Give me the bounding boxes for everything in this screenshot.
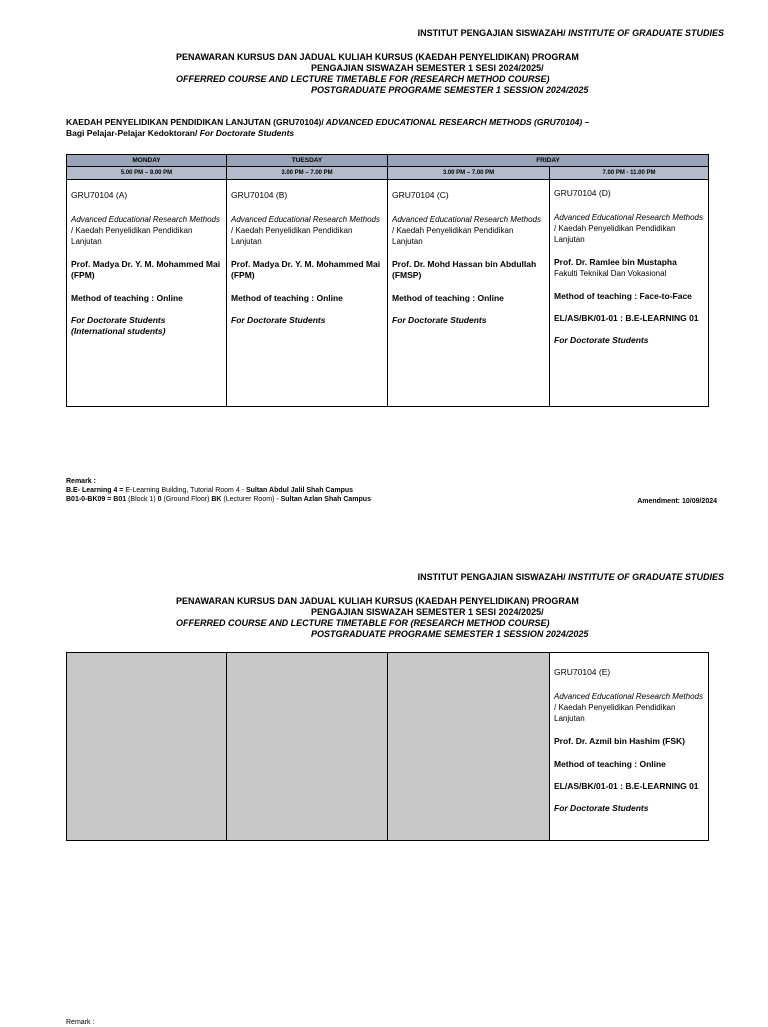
section-b-cell xyxy=(227,180,388,407)
section-course-name: Advanced Educational Research Methods / Kaedah Penyelidikan Pendidikan Lanjutan xyxy=(554,213,703,244)
amendment-date: Amendment: 10/09/2024 xyxy=(637,498,717,505)
course-heading-line2-english: For Doctorate Students xyxy=(197,128,295,138)
section-course-name: Advanced Educational Research Methods / Kaedah Penyelidikan Pendidikan Lanjutan xyxy=(554,692,703,723)
section-method: Method of teaching : Online xyxy=(554,759,666,769)
section-course-name: Advanced Educational Research Methods / Kaedah Penyelidikan Pendidikan Lanjutan xyxy=(71,215,220,246)
section-target: For Doctorate Students xyxy=(554,803,649,813)
section-method: Method of teaching : Online xyxy=(71,293,183,303)
section-lecturer: Prof. Madya Dr. Y. M. Mohammed Mai (FPM) xyxy=(231,259,381,280)
section-method: Method of teaching : Online xyxy=(392,293,504,303)
section-method: Method of teaching : Online xyxy=(231,293,343,303)
time-friday-1: 3.00 PM – 7.00 PM xyxy=(388,167,550,180)
section-target: For Doctorate Students xyxy=(231,315,326,325)
section-code: GRU70104 (B) xyxy=(231,190,288,200)
remark-block xyxy=(66,477,371,504)
title-line-1-page2: PENAWARAN KURSUS DAN JADUAL KULIAH KURSUS (KAEDAH PENYELIDIKAN) PROGRAM xyxy=(176,596,579,606)
title-line-3-page2: OFFERRED COURSE AND LECTURE TIMETABLE FOR (RESEARCH METHOD COURSE) xyxy=(176,618,550,628)
section-lecturer: Prof. Madya Dr. Y. M. Mohammed Mai (FPM) xyxy=(71,259,221,280)
section-code: GRU70104 (C) xyxy=(392,190,449,200)
institute-english: INSTITUTE OF GRADUATE STUDIES xyxy=(565,572,724,582)
title-line-2: PENGAJIAN SISWAZAH SEMESTER 1 SESI 2024/2025/ xyxy=(311,63,544,73)
title-line-4: POSTGRADUATE PROGRAME SEMESTER 1 SESSION 2024/2025 xyxy=(311,85,589,95)
remark-label-page2: Remark : xyxy=(66,1019,95,1026)
remark-line-2: B01-0-BK09 = B01 (Block 1) 0 (Ground Floor) BK (Lecturer Room) - Sultan Azlan Shah Campus xyxy=(66,496,371,503)
section-code: GRU70104 (E) xyxy=(554,667,611,677)
section-lecturer: Prof. Dr. Azmil bin Hashim (FSK) xyxy=(554,736,685,746)
section-a-cell xyxy=(67,180,227,407)
section-method: Method of teaching : Face-to-Face xyxy=(554,291,692,301)
section-code: GRU70104 (A) xyxy=(71,190,128,200)
time-monday: 5.00 PM – 9.00 PM xyxy=(67,167,227,180)
title-line-4-page2: POSTGRADUATE PROGRAME SEMESTER 1 SESSION 2024/2025 xyxy=(311,629,589,639)
section-code: GRU70104 (D) xyxy=(554,188,611,198)
institute-header-page2 xyxy=(418,572,724,582)
course-heading-english: ADVANCED EDUCATIONAL RESEARCH METHODS (GRU70104) xyxy=(323,117,583,127)
institute-header xyxy=(418,28,724,38)
day-friday: FRIDAY xyxy=(388,155,709,167)
title-line-1: PENAWARAN KURSUS DAN JADUAL KULIAH KURSUS (KAEDAH PENYELIDIKAN) PROGRAM xyxy=(176,52,579,62)
section-lecturer: Prof. Dr. Mohd Hassan bin Abdullah (FMSP) xyxy=(392,259,537,280)
empty-slot xyxy=(67,653,227,841)
timetable xyxy=(66,154,709,407)
course-heading-dash: – xyxy=(582,117,590,127)
section-e-cell xyxy=(550,653,709,841)
title-line-2-page2: PENGAJIAN SISWAZAH SEMESTER 1 SESI 2024/2025/ xyxy=(311,607,544,617)
institute-malay: INSTITUT PENGAJIAN SISWAZAH/ xyxy=(417,572,566,582)
section-course-name: Advanced Educational Research Methods / Kaedah Penyelidikan Pendidikan Lanjutan xyxy=(392,215,541,246)
remark-label: Remark : xyxy=(66,478,96,485)
section-lecturer: Prof. Dr. Ramlee bin Mustapha Fakulti Teknikal Dan Vokasional xyxy=(554,257,677,278)
course-heading-malay: KAEDAH PENYELIDIKAN PENDIDIKAN LANJUTAN (GRU70104)/ xyxy=(66,117,324,127)
time-friday-2: 7.00 PM - 11.00 PM xyxy=(550,167,709,180)
section-course-name: Advanced Educational Research Methods / Kaedah Penyelidikan Pendidikan Lanjutan xyxy=(231,215,380,246)
remark-line-1: B.E- Learning 4 = E-Learning Building, Tutorial Room 4 - Sultan Abdul Jalil Shah Campus xyxy=(66,487,354,494)
institute-malay: INSTITUT PENGAJIAN SISWAZAH/ xyxy=(417,28,566,38)
course-heading-line2-malay: Bagi Pelajar-Pelajar Kedoktoran/ xyxy=(66,128,198,138)
section-c-cell xyxy=(388,180,550,407)
institute-english: INSTITUTE OF GRADUATE STUDIES xyxy=(565,28,724,38)
course-heading xyxy=(66,117,589,139)
empty-slot xyxy=(227,653,388,841)
section-target: For Doctorate Students (International students) xyxy=(71,315,166,336)
section-department: Fakulti Teknikal Dan Vokasional xyxy=(554,269,667,278)
time-tuesday: 3.00 PM – 7.00 PM xyxy=(227,167,388,180)
day-monday: MONDAY xyxy=(67,155,227,167)
timetable-page2 xyxy=(66,652,709,841)
section-venue: EL/AS/BK/01-01 : B.E-LEARNING 01 xyxy=(554,781,699,791)
empty-slot xyxy=(388,653,550,841)
section-target: For Doctorate Students xyxy=(554,335,649,345)
day-tuesday: TUESDAY xyxy=(227,155,388,167)
section-venue: EL/AS/BK/01-01 : B.E-LEARNING 01 xyxy=(554,313,699,323)
section-target: For Doctorate Students xyxy=(392,315,487,325)
section-d-cell xyxy=(550,180,709,407)
title-line-3: OFFERRED COURSE AND LECTURE TIMETABLE FOR (RESEARCH METHOD COURSE) xyxy=(176,74,550,84)
